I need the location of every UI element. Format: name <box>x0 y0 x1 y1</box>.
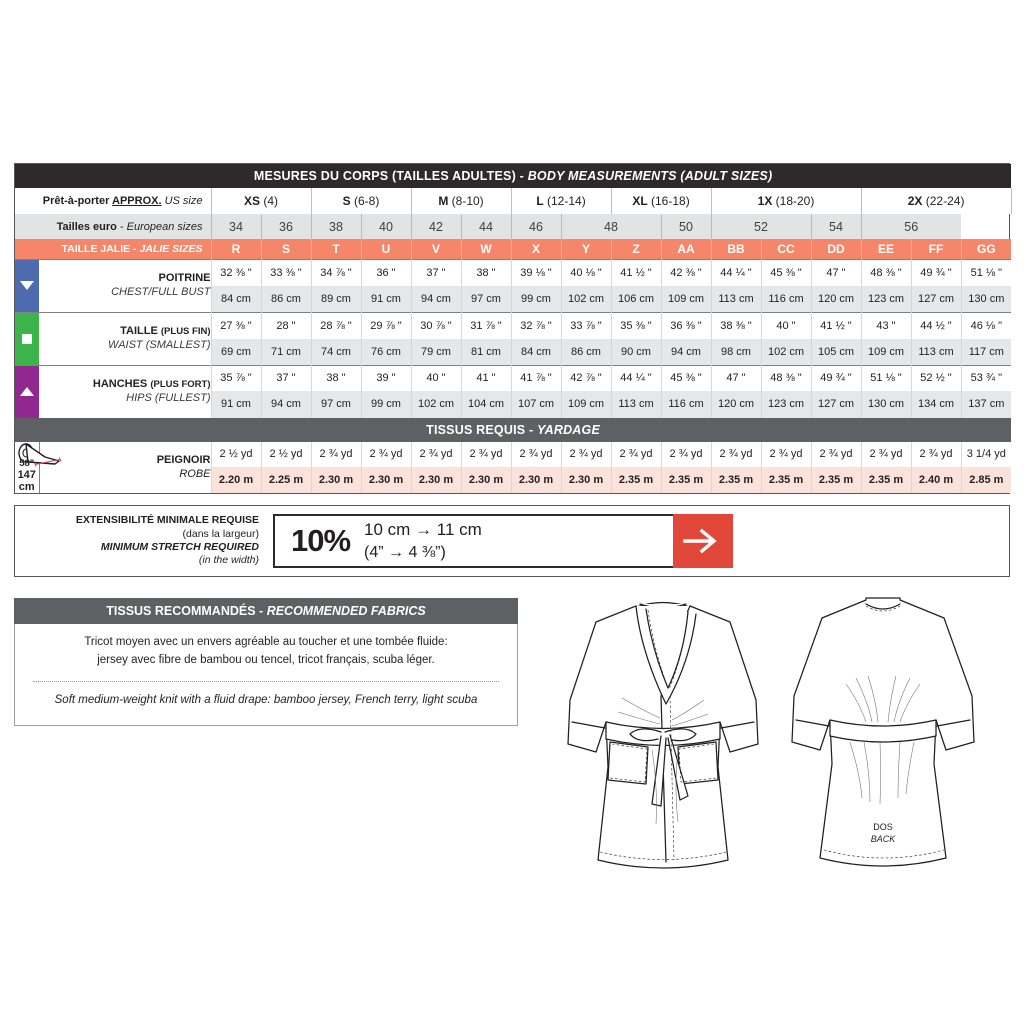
hips-inches-row <box>15 365 1011 391</box>
chest-in-cell: 45 ⅜ " <box>761 259 811 286</box>
stretch-conversion <box>364 519 482 563</box>
chest-in-cell: 47 " <box>811 259 861 286</box>
hips-cm-cell: 99 cm <box>361 391 411 417</box>
chest-cm-cell: 130 cm <box>961 286 1011 313</box>
arrow-right-icon <box>683 526 723 556</box>
waist-in-cell: 27 ⅜ " <box>211 312 261 339</box>
euro-size-cell: 48 <box>561 214 661 239</box>
chest-cm-cell: 91 cm <box>361 286 411 313</box>
waist-in-cell: 28 ⅞ " <box>311 312 361 339</box>
waist-in-cell: 38 ⅜ " <box>711 312 761 339</box>
hips-in-cell: 44 ¼ " <box>611 365 661 391</box>
waist-cm-cell: 71 cm <box>261 339 311 366</box>
chest-cm-cell: 116 cm <box>761 286 811 313</box>
yardage-m-cell: 2.40 m <box>911 467 961 493</box>
waist-in-cell: 40 " <box>761 312 811 339</box>
jalie-size-cell: AA <box>661 239 711 259</box>
waist-in-cell: 29 ⅞ " <box>361 312 411 339</box>
jalie-sizes-row <box>15 239 1011 259</box>
chest-in-cell: 44 ¼ " <box>711 259 761 286</box>
yardage-m-cell: 2.85 m <box>961 467 1011 493</box>
hips-in-cell: 38 " <box>311 365 361 391</box>
yardage-m-cell: 2.30 m <box>561 467 611 493</box>
chest-in-cell: 40 ⅛ " <box>561 259 611 286</box>
waist-label: TAILLE (PLUS FIN) WAIST (SMALLEST) <box>39 312 211 365</box>
euro-size-cell: 52 <box>711 214 811 239</box>
waist-cm-cell: 105 cm <box>811 339 861 366</box>
waist-cm-cell: 98 cm <box>711 339 761 366</box>
chest-cm-cell: 109 cm <box>661 286 711 313</box>
euro-size-cell: 54 <box>811 214 861 239</box>
yardage-m-cell: 2.35 m <box>861 467 911 493</box>
yardage-m-cell: 2.35 m <box>811 467 861 493</box>
yardage-m-cell: 2.30 m <box>411 467 461 493</box>
chest-in-cell: 38 " <box>461 259 511 286</box>
waist-cm-cell: 84 cm <box>511 339 561 366</box>
yardage-m-cell: 2.20 m <box>211 467 261 493</box>
stretch-sublabel-fr: (dans la largeur) <box>182 527 259 540</box>
waist-in-cell: 32 ⅞ " <box>511 312 561 339</box>
hips-label: HANCHES (PLUS FORT) HIPS (FULLEST) <box>39 365 211 418</box>
waist-in-cell: 46 ⅛ " <box>961 312 1011 339</box>
hips-in-cell: 41 " <box>461 365 511 391</box>
yardage-title: TISSUS REQUIS - YARDAGE <box>15 418 1011 442</box>
waist-cm-cell: 102 cm <box>761 339 811 366</box>
garment-label: PEIGNOIR ROBE <box>156 454 211 481</box>
body-measurements-title <box>15 164 1011 188</box>
waist-swatch <box>15 312 39 365</box>
triangle-down-icon <box>15 260 39 312</box>
chest-cm-cell: 86 cm <box>261 286 311 313</box>
roll-width-inches: 58" <box>19 457 35 469</box>
waist-cm-cell: 81 cm <box>461 339 511 366</box>
chest-in-cell: 33 ⅜ " <box>261 259 311 286</box>
ready-to-wear-label: Prêt-à-porter APPROX. US size <box>42 195 203 207</box>
stretch-sublabel-en: (in the width) <box>198 554 259 567</box>
yardage-yd-cell: 3 1/4 yd <box>961 442 1011 468</box>
yardage-m-cell: 2.35 m <box>711 467 761 493</box>
title-fr: MESURES DU CORPS (TAILLES ADULTES) <box>253 169 516 183</box>
title-en: BODY MEASUREMENTS (ADULT SIZES) <box>527 169 773 183</box>
waist-inches-row <box>15 312 1011 339</box>
hips-in-cell: 35 ⅞ " <box>211 365 261 391</box>
hips-in-cell: 47 " <box>711 365 761 391</box>
jalie-size-cell: U <box>361 239 411 259</box>
robe-back-illustration <box>768 592 998 882</box>
yardage-yd-cell: 2 ¾ yd <box>711 442 761 468</box>
chest-in-cell: 42 ⅜ " <box>661 259 711 286</box>
hips-in-cell: 40 " <box>411 365 461 391</box>
yardage-m-cell: 2.30 m <box>361 467 411 493</box>
size-group-xl: XL (16-18) <box>611 188 711 214</box>
fabrics-title-en: RECOMMENDED FABRICS <box>266 604 426 618</box>
waist-cm-cell: 69 cm <box>211 339 261 366</box>
yardage-yd-cell: 2 ¾ yd <box>911 442 961 468</box>
back-label-fr: DOS <box>873 822 893 832</box>
robe-front-illustration <box>548 592 778 882</box>
size-group-m: M (8-10) <box>411 188 511 214</box>
fabrics-divider <box>33 681 499 682</box>
hips-swatch <box>15 365 39 418</box>
chest-cm-cell: 97 cm <box>461 286 511 313</box>
euro-size-cell: 50 <box>661 214 711 239</box>
hips-cm-cell: 120 cm <box>711 391 761 417</box>
waist-in-cell: 36 ⅜ " <box>661 312 711 339</box>
waist-cm-cell: 74 cm <box>311 339 361 366</box>
size-group-xs: XS (4) <box>211 188 311 214</box>
hips-cm-cell: 113 cm <box>611 391 661 417</box>
square-icon <box>15 313 39 365</box>
hips-cm-cell: 116 cm <box>661 391 711 417</box>
hips-cm-cell: 91 cm <box>211 391 261 417</box>
chest-in-cell: 34 ⅞ " <box>311 259 361 286</box>
recommended-fabrics-body <box>14 624 518 726</box>
hips-in-cell: 42 ⅞ " <box>561 365 611 391</box>
fabrics-title-fr: TISSUS RECOMMANDÉS <box>106 604 256 618</box>
yardage-m-cell: 2.35 m <box>611 467 661 493</box>
hips-cm-cell: 130 cm <box>861 391 911 417</box>
hips-cm-cell: 97 cm <box>311 391 361 417</box>
stretch-percent: 10% <box>291 523 351 558</box>
yardage-yd-cell: 2 ½ yd <box>211 442 261 468</box>
jalie-size-cell: GG <box>961 239 1011 259</box>
yardage-yd-cell: 2 ¾ yd <box>811 442 861 468</box>
chest-cm-cell: 84 cm <box>211 286 261 313</box>
yardage-m-cell: 2.30 m <box>311 467 361 493</box>
chest-in-cell: 39 ⅛ " <box>511 259 561 286</box>
waist-in-cell: 28 " <box>261 312 311 339</box>
yardage-m-cell: 2.30 m <box>461 467 511 493</box>
euro-size-cell: 56 <box>861 214 961 239</box>
chest-cm-cell: 120 cm <box>811 286 861 313</box>
jalie-size-cell: EE <box>861 239 911 259</box>
waist-cm-cell: 76 cm <box>361 339 411 366</box>
jalie-size-cell: X <box>511 239 561 259</box>
waist-in-cell: 41 ½ " <box>811 312 861 339</box>
yardage-m-cell: 2.30 m <box>511 467 561 493</box>
waist-cm-cell: 113 cm <box>911 339 961 366</box>
yardage-yd-cell: 2 ½ yd <box>261 442 311 468</box>
euro-size-cell: 40 <box>361 214 411 239</box>
chest-cm-cell: 127 cm <box>911 286 961 313</box>
euro-size-cell: 34 <box>211 214 261 239</box>
stretch-conversion-imperial: (4” → 4 ⅜”) <box>364 543 446 561</box>
waist-in-cell: 35 ⅜ " <box>611 312 661 339</box>
minimum-stretch-panel <box>14 505 1010 577</box>
hips-in-cell: 48 ⅜ " <box>761 365 811 391</box>
triangle-up-icon <box>15 366 39 418</box>
chest-cm-cell: 99 cm <box>511 286 561 313</box>
chest-in-cell: 36 " <box>361 259 411 286</box>
hips-in-cell: 39 " <box>361 365 411 391</box>
size-group-1x: 1X (18-20) <box>711 188 861 214</box>
body-measurements-table <box>14 163 1010 494</box>
chest-in-cell: 49 ¾ " <box>911 259 961 286</box>
jalie-size-cell: W <box>461 239 511 259</box>
jalie-size-cell: Z <box>611 239 661 259</box>
title-separator: - <box>515 169 528 183</box>
hips-cm-cell: 94 cm <box>261 391 311 417</box>
hips-cm-cell: 134 cm <box>911 391 961 417</box>
waist-in-cell: 33 ⅞ " <box>561 312 611 339</box>
euro-sizes-label: Tailles euro - European sizes <box>15 214 211 239</box>
fabric-roll-icon <box>15 442 39 494</box>
hips-in-cell: 52 ½ " <box>911 365 961 391</box>
jalie-size-cell: CC <box>761 239 811 259</box>
jalie-size-cell: DD <box>811 239 861 259</box>
yardage-yd-cell: 2 ¾ yd <box>561 442 611 468</box>
euro-size-cell: 46 <box>511 214 561 239</box>
chest-label: POITRINE CHEST/FULL BUST <box>39 259 211 312</box>
yardage-m-cell: 2.35 m <box>661 467 711 493</box>
hips-cm-cell: 123 cm <box>761 391 811 417</box>
waist-in-cell: 30 ⅞ " <box>411 312 461 339</box>
roll-width-cm: 147 cm <box>17 468 36 494</box>
chest-in-cell: 51 ⅛ " <box>961 259 1011 286</box>
ready-to-wear-row <box>15 188 1011 214</box>
stretch-label-en: MINIMUM STRETCH REQUIRED <box>100 541 259 553</box>
hips-cm-cell: 109 cm <box>561 391 611 417</box>
yardage-yd-cell: 2 ¾ yd <box>661 442 711 468</box>
waist-cm-cell: 94 cm <box>661 339 711 366</box>
waist-in-cell: 44 ½ " <box>911 312 961 339</box>
yardage-title-row <box>15 418 1011 442</box>
chest-cm-cell: 89 cm <box>311 286 361 313</box>
fabrics-text-fr: Tricot moyen avec un envers agréable au toucher et une tombée fluide: jersey avec fibre de bambou ou tencel, tricot français, scuba léger. <box>84 636 448 666</box>
chest-cm-cell: 94 cm <box>411 286 461 313</box>
yardage-yd-cell: 2 ¾ yd <box>761 442 811 468</box>
jalie-size-cell: FF <box>911 239 961 259</box>
hips-cm-cell: 107 cm <box>511 391 561 417</box>
chest-in-cell: 32 ⅜ " <box>211 259 261 286</box>
waist-cm-cell: 109 cm <box>861 339 911 366</box>
jalie-size-cell: T <box>311 239 361 259</box>
yardage-yards-row <box>15 442 1011 468</box>
hips-in-cell: 37 " <box>261 365 311 391</box>
stretch-conversion-metric: 10 cm → 11 cm <box>364 520 482 540</box>
measurements-table <box>15 164 1012 493</box>
stretch-label-block <box>15 514 273 568</box>
hips-cm-cell: 137 cm <box>961 391 1011 417</box>
yardage-yd-cell: 2 ¾ yd <box>861 442 911 468</box>
recommended-fabrics-header: TISSUS RECOMMANDÉS - RECOMMENDED FABRICS <box>14 598 518 624</box>
waist-in-cell: 31 ⅞ " <box>461 312 511 339</box>
hips-in-cell: 41 ⅞ " <box>511 365 561 391</box>
yardage-m-cell: 2.25 m <box>261 467 311 493</box>
chest-swatch <box>15 259 39 312</box>
yardage-yd-cell: 2 ¾ yd <box>511 442 561 468</box>
fabrics-text-en: Soft medium-weight knit with a fluid drape: bamboo jersey, French terry, light scuba <box>54 693 478 706</box>
table-title-row <box>15 164 1011 188</box>
euro-size-cell: 42 <box>411 214 461 239</box>
jalie-sizes-label: TAILLE JALIE - JALIE SIZES <box>61 242 203 255</box>
chest-in-cell: 37 " <box>411 259 461 286</box>
yardage-title-en: YARDAGE <box>537 422 600 437</box>
waist-cm-cell: 117 cm <box>961 339 1011 366</box>
chest-cm-cell: 102 cm <box>561 286 611 313</box>
size-group-2x: 2X (22-24) <box>861 188 1011 214</box>
hips-cm-cell: 127 cm <box>811 391 861 417</box>
jalie-size-cell: R <box>211 239 261 259</box>
back-label-en: BACK <box>870 834 896 844</box>
waist-cm-cell: 86 cm <box>561 339 611 366</box>
stretch-gauge <box>273 514 733 568</box>
jalie-size-cell: S <box>261 239 311 259</box>
jalie-size-cell: BB <box>711 239 761 259</box>
yardage-yd-cell: 2 ¾ yd <box>611 442 661 468</box>
jalie-size-cell: Y <box>561 239 611 259</box>
hips-in-cell: 45 ⅜ " <box>661 365 711 391</box>
euro-size-cell: 38 <box>311 214 361 239</box>
yardage-yd-cell: 2 ¾ yd <box>361 442 411 468</box>
jalie-size-cell: V <box>411 239 461 259</box>
hips-in-cell: 51 ⅛ " <box>861 365 911 391</box>
hips-in-cell: 53 ¾ " <box>961 365 1011 391</box>
euro-sizes-row <box>15 214 1011 239</box>
size-group-s: S (6-8) <box>311 188 411 214</box>
hips-cm-cell: 102 cm <box>411 391 461 417</box>
chest-inches-row <box>15 259 1011 286</box>
yardage-yd-cell: 2 ¾ yd <box>311 442 361 468</box>
yardage-m-cell: 2.35 m <box>761 467 811 493</box>
yardage-yd-cell: 2 ¾ yd <box>411 442 461 468</box>
waist-cm-cell: 90 cm <box>611 339 661 366</box>
waist-cm-cell: 79 cm <box>411 339 461 366</box>
size-group-l: L (12-14) <box>511 188 611 214</box>
chest-in-cell: 48 ⅜ " <box>861 259 911 286</box>
chest-cm-cell: 106 cm <box>611 286 661 313</box>
yardage-yd-cell: 2 ¾ yd <box>461 442 511 468</box>
yardage-title-fr: TISSUS REQUIS <box>426 422 526 437</box>
chest-in-cell: 41 ½ " <box>611 259 661 286</box>
hips-cm-cell: 104 cm <box>461 391 511 417</box>
stretch-label-fr: EXTENSIBILITÉ MINIMALE REQUISE <box>75 514 259 527</box>
hips-in-cell: 49 ¾ " <box>811 365 861 391</box>
waist-in-cell: 43 " <box>861 312 911 339</box>
chest-cm-cell: 113 cm <box>711 286 761 313</box>
euro-size-cell: 36 <box>261 214 311 239</box>
euro-size-cell: 44 <box>461 214 511 239</box>
chest-cm-cell: 123 cm <box>861 286 911 313</box>
stretch-arrow-box <box>673 514 733 568</box>
